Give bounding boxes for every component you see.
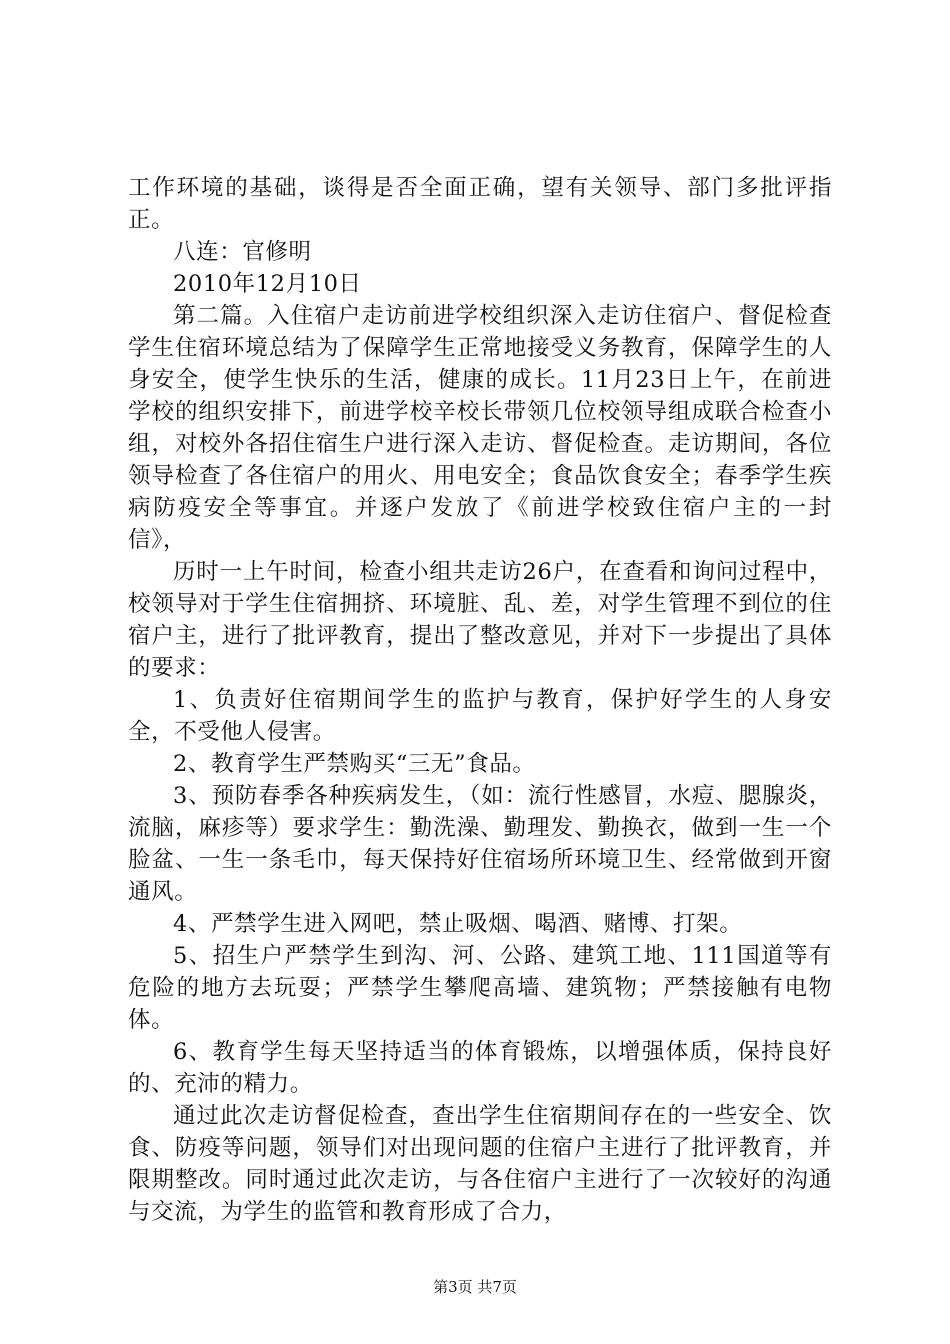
paragraph-item-6: 6、教育学生每天坚持适当的体育锻炼，以增强体质，保持良好的、充沛的精力。 — [128, 1039, 832, 1097]
paragraph-inspection: 历时一上午时间，检查小组共走访26户，在查看和询问过程中，校领导对于学生住宿拥挤、环境脏、乱、差，对学生管理不到位的住宿户主，进行了批评教育，提出了整改意见，并对下一步提出了具体的要求： — [128, 559, 832, 681]
paragraph-date: 2010年12月10日 — [173, 271, 362, 297]
document-body — [128, 172, 832, 1228]
paragraph-item-2: 2、教育学生严禁购买“三无”食品。 — [173, 751, 536, 777]
paragraph-item-3: 3、预防春季各种疾病发生，（如：流行性感冒，水痘、腮腺炎，流脑，麻疹等）要求学生：勤洗澡、勤理发、勤换衣，做到一生一个脸盆、一生一条毛巾，每天保持好住宿场所环境卫生、经常做到开窗通风。 — [128, 783, 832, 905]
paragraph-intro: 第二篇。入住宿户走访前进学校组织深入走访住宿户、督促检查学生住宿环境总结为了保障学生正常地接受义务教育，保障学生的人身安全，使学生快乐的生活，健康的成长。11月23日上午，在前进学校的组织安排下，前进学校辛校长带领几位校领导组成联合检查小组，对校外各招住宿生户进行深入走访、督促检查。走访期间，各位领导检查了各住宿户的用火、用电安全；食品饮食安全；春季学生疾病防疫安全等事宜。并逐户发放了《前进学校致住宿户主的一封信》， — [128, 303, 832, 553]
page-footer: 第3页 共7页 — [433, 1278, 517, 1296]
paragraph-summary: 通过此次走访督促检查，查出学生住宿期间存在的一些安全、饮食、防疫等问题，领导们对出现问题的住宿户主进行了批评教育，并限期整改。同时通过此次走访，与各住宿户主进行了一次较好的沟通与交流，为学生的监管和教育形成了合力， — [128, 1103, 832, 1225]
paragraph-signature: 八连：官修明 — [173, 239, 312, 265]
paragraph-item-5: 5、招生户严禁学生到沟、河、公路、建筑工地、111国道等有危险的地方去玩耍；严禁学生攀爬高墙、建筑物；严禁接触有电物体。 — [128, 943, 832, 1033]
paragraph-item-1: 1、负责好住宿期间学生的监护与教育，保护好学生的人身安全，不受他人侵害。 — [128, 687, 832, 745]
paragraph-item-4: 4、严禁学生进入网吧，禁止吸烟、喝酒、赌博、打架。 — [173, 911, 743, 937]
paragraph-closing: 工作环境的基础，谈得是否全面正确，望有关领导、部门多批评指正。 — [128, 175, 832, 233]
